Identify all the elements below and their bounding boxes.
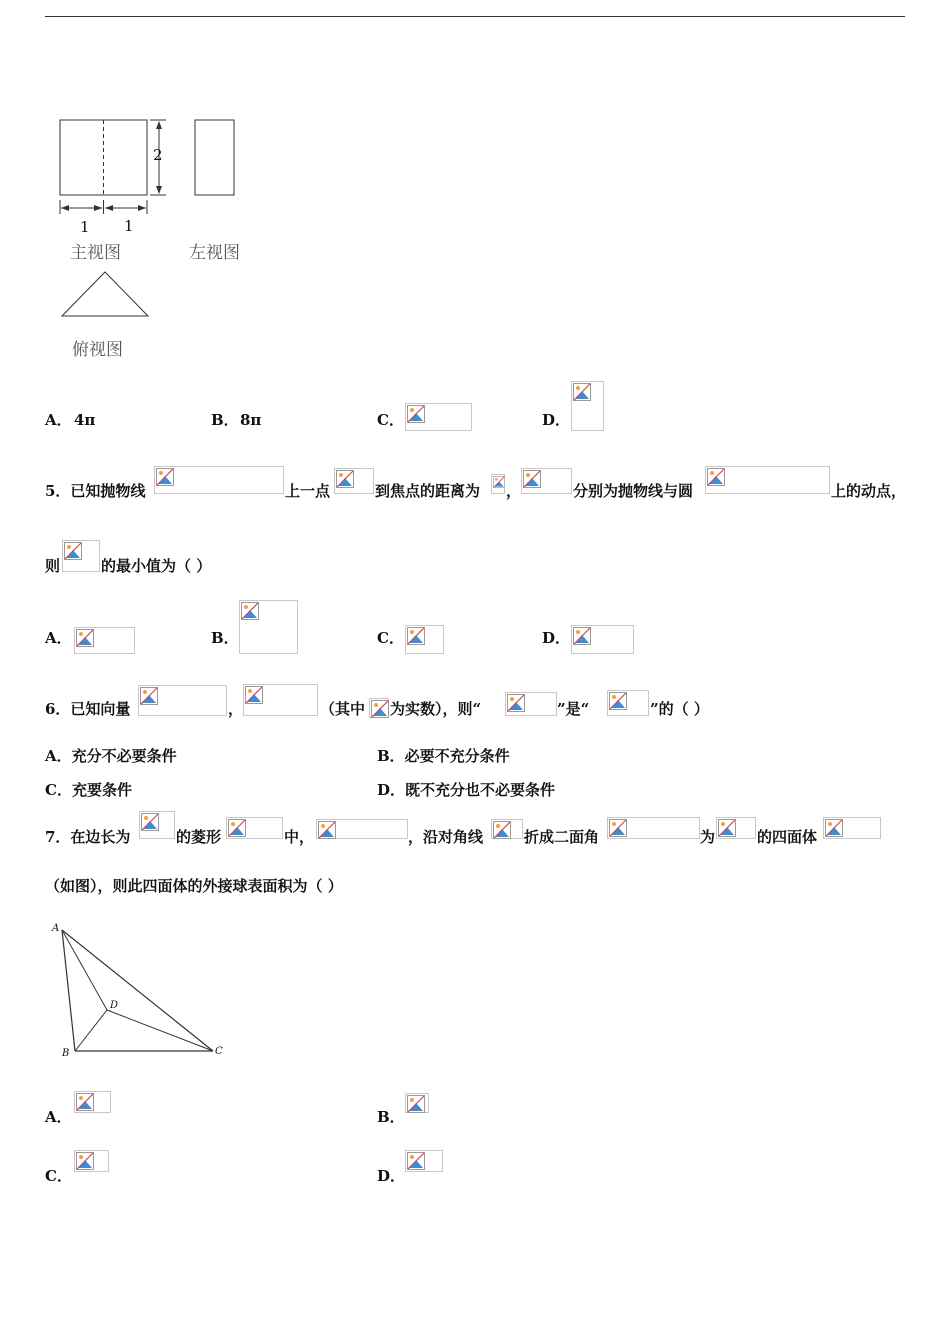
- q7-option-c-label: C．: [45, 1167, 72, 1185]
- broken-image-icon: [74, 1091, 111, 1113]
- side-view-caption: 左视图: [189, 243, 240, 263]
- q5-option-c-label: C．: [377, 629, 404, 647]
- broken-image-icon: [716, 817, 756, 839]
- q7-text-6: 为: [700, 828, 716, 846]
- q6-option-b: B．必要不充分条件: [377, 747, 510, 765]
- q7-line2: （如图），则此四面体的外接球表面积为（ ）: [45, 877, 343, 895]
- q5-text-3: 到焦点的距离为: [375, 482, 481, 500]
- q4-option-d-label: D．: [542, 411, 571, 429]
- q5-text-1: 5．已知抛物线: [45, 482, 146, 500]
- q5-option-d-label: D．: [542, 629, 571, 647]
- broken-image-icon: [491, 474, 505, 494]
- broken-image-icon: [154, 466, 284, 494]
- q5-option-a-label: A．: [45, 629, 72, 647]
- q4-option-c-label: C．: [377, 411, 404, 429]
- q7-text-5: 折成二面角: [524, 828, 600, 846]
- dim-width-label-1: 1: [80, 218, 90, 236]
- dim-height-label: 2: [153, 146, 163, 164]
- q6-text-3: （其中: [320, 700, 366, 718]
- q6-text-4: 为实数），则“: [390, 700, 482, 718]
- q6-text-6: ”的（ ）: [650, 700, 709, 718]
- q4-option-a-label: A．: [45, 411, 72, 429]
- broken-image-icon: [226, 817, 283, 839]
- front-view-caption: 主视图: [70, 243, 121, 263]
- broken-image-icon: [571, 625, 634, 654]
- broken-image-icon: [334, 468, 374, 494]
- q7-option-a-label: A．: [45, 1108, 72, 1126]
- broken-image-icon: [571, 381, 604, 431]
- q5-text-2: 上一点: [285, 482, 331, 500]
- broken-image-icon: [243, 684, 318, 716]
- q4-option-b-value: 8π: [240, 411, 262, 429]
- broken-image-icon: [607, 690, 649, 716]
- q4-option-a-value: 4π: [74, 411, 96, 429]
- q5-text-6: 上的动点，: [831, 482, 907, 500]
- q7-text-4: ，沿对角线: [408, 828, 484, 846]
- broken-image-icon: [405, 403, 472, 431]
- broken-image-icon: [405, 625, 444, 654]
- vertex-label-a: A: [52, 923, 60, 934]
- q7-text-7: 的四面体: [757, 828, 818, 846]
- three-view-figure: [40, 110, 270, 325]
- q6-option-d: D．既不充分也不必要条件: [377, 781, 556, 799]
- q5-line2-text-2: 的最小值为（ ）: [101, 557, 212, 575]
- header-rule: [45, 16, 905, 17]
- q6-text-1: 6．已知向量: [45, 700, 131, 718]
- q7-text-2: 的菱形: [176, 828, 222, 846]
- broken-image-icon: [239, 600, 298, 654]
- q7-option-b-label: B．: [377, 1108, 405, 1126]
- q6-option-c: C．充要条件: [45, 781, 132, 799]
- broken-image-icon: [138, 685, 227, 716]
- broken-image-icon: [607, 817, 700, 839]
- q5-text-4: ，: [506, 482, 522, 500]
- q4-option-b-label: B．: [211, 411, 239, 429]
- broken-image-icon: [705, 466, 830, 494]
- broken-image-icon: [74, 627, 135, 654]
- q6-text-5: ”是“: [557, 700, 590, 718]
- broken-image-icon: [405, 1093, 429, 1113]
- q5-option-b-label: B．: [211, 629, 239, 647]
- broken-image-icon: [521, 468, 572, 494]
- vertex-label-b: B: [62, 1048, 70, 1059]
- broken-image-icon: [316, 819, 408, 839]
- tetrahedron-figure: [45, 918, 235, 1063]
- q5-line2-text-1: 则: [45, 557, 61, 575]
- vertex-label-c: C: [215, 1046, 223, 1057]
- q5-text-5: 分别为抛物线与圆: [573, 482, 694, 500]
- q7-text-1: 7．在边长为: [45, 828, 131, 846]
- vertex-label-d: D: [110, 1000, 119, 1011]
- broken-image-icon: [823, 817, 881, 839]
- q7-option-d-label: D．: [377, 1167, 406, 1185]
- broken-image-icon: [491, 819, 523, 839]
- q7-text-3: 中，: [284, 828, 315, 846]
- dim-width-label-2: 1: [124, 217, 134, 235]
- top-view-caption: 俯视图: [72, 340, 123, 360]
- broken-image-icon: [62, 540, 100, 572]
- broken-image-icon: [74, 1150, 109, 1172]
- broken-image-icon: [505, 692, 557, 716]
- broken-image-icon: [369, 698, 389, 718]
- broken-image-icon: [405, 1150, 443, 1172]
- q6-text-2: ，: [228, 700, 244, 718]
- broken-image-icon: [139, 811, 175, 839]
- q6-option-a: A．充分不必要条件: [45, 747, 177, 765]
